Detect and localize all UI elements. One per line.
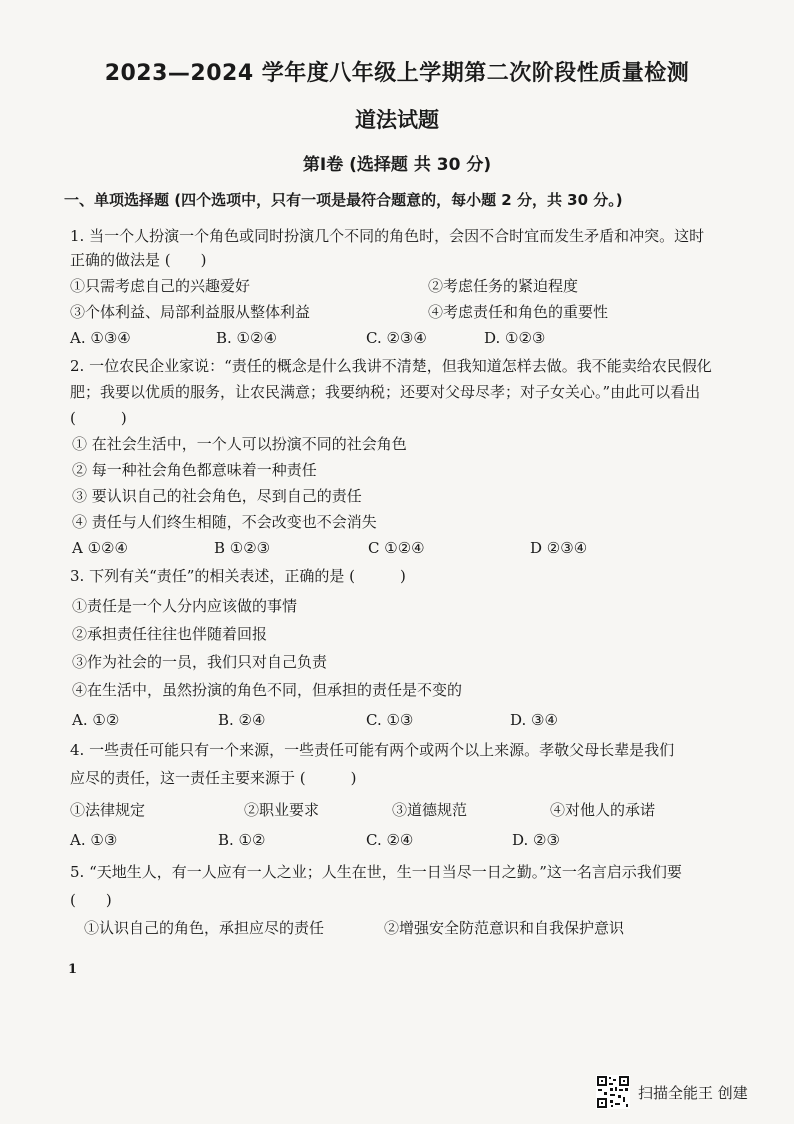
q3-choice-b: B. ②④	[218, 711, 266, 729]
watermark-text: 扫描全能王 创建	[638, 1083, 748, 1102]
exam-title: 2023—2024 学年度八年级上学期第二次阶段性质量检测	[104, 61, 690, 86]
q3-option-4: ④在生活中，虽然扮演的角色不同，但承担的责任是不变的	[72, 681, 463, 699]
q1-option-3: ③个体利益、局部利益服从整体利益	[70, 303, 311, 321]
q2-stem-line1: 2. 一位农民企业家说：“责任的概念是什么我讲不清楚，但我知道怎样去做。我不能卖给农民假化	[70, 357, 712, 375]
q4-option-3: ③道德规范	[392, 801, 468, 819]
q1-choice-b: B. ①②④	[216, 329, 277, 347]
q3-option-2: ②承担责任往往也伴随着回报	[72, 625, 268, 643]
q4-option-1: ①法律规定	[70, 801, 146, 819]
q3-option-1: ①责任是一个人分内应该做的事情	[72, 597, 298, 615]
q2-option-3: ③ 要认识自己的社会角色，尽到自己的责任	[72, 487, 362, 505]
q2-stem-line2: 肥；我要以优质的服务，让农民满意；我要纳税；还要对父母尽孝；对子女关心。”由此可以看出	[70, 383, 701, 401]
q2-option-2: ② 每一种社会角色都意味着一种责任	[72, 461, 317, 479]
q5-stem-line2: ( )	[70, 891, 112, 909]
q1-choice-d: D. ①②③	[484, 329, 546, 347]
q4-choice-a: A. ①③	[70, 831, 118, 849]
q4-option-2: ②职业要求	[244, 801, 320, 819]
q1-option-2: ②考虑任务的紧迫程度	[428, 277, 579, 295]
q4-option-4: ④对他人的承诺	[550, 801, 656, 819]
q2-choice-c: C ①②④	[368, 539, 425, 557]
q3-stem: 3. 下列有关“责任”的相关表述，正确的是 ( )	[70, 567, 406, 585]
q1-option-1: ①只需考虑自己的兴趣爱好	[70, 277, 251, 295]
q2-option-1: ① 在社会生活中，一个人可以扮演不同的社会角色	[72, 435, 407, 453]
qr-code-icon	[596, 1075, 630, 1109]
q3-choice-a: A. ①②	[72, 711, 120, 729]
q3-choice-d: D. ③④	[510, 711, 558, 729]
q2-choice-a: A ①②④	[72, 539, 128, 557]
q4-choice-b: B. ①②	[218, 831, 266, 849]
q1-stem-line2: 正确的做法是 ( )	[70, 251, 207, 269]
q1-choice-a: A. ①③④	[70, 329, 131, 347]
q3-choice-c: C. ①③	[366, 711, 414, 729]
q2-choice-d: D ②③④	[530, 539, 588, 557]
q5-option-2: ②增强安全防范意识和自我保护意识	[384, 919, 625, 937]
q2-stem-line3: ( )	[70, 409, 127, 427]
page-number: 1	[68, 962, 78, 977]
q4-stem-line1: 4. 一些责任可能只有一个来源，一些责任可能有两个或两个以上来源。孝敬父母长辈是我们	[70, 741, 675, 759]
q3-option-3: ③作为社会的一员，我们只对自己负责	[72, 653, 328, 671]
q5-stem-line1: 5. “天地生人，有一人应有一人之业；人生在世，生一日当尽一日之勤。”这一名言启示我们要	[70, 863, 682, 881]
q2-choice-b: B ①②③	[214, 539, 271, 557]
volume-heading: 第Ⅰ卷 (选择题 共 30 分)	[302, 155, 492, 175]
q2-option-4: ④ 责任与人们终生相随，不会改变也不会消失	[72, 513, 377, 531]
q1-option-4: ④考虑责任和角色的重要性	[428, 303, 609, 321]
q1-choice-c: C. ②③④	[366, 329, 427, 347]
q4-stem-line2: 应尽的责任，这一责任主要来源于 ( )	[70, 769, 357, 787]
section-heading: 一、单项选择题 (四个选项中，只有一项是最符合题意的，每小题 2 分，共 30 分。)	[64, 191, 623, 209]
scanner-watermark	[596, 1074, 748, 1110]
q4-choice-d: D. ②③	[512, 831, 560, 849]
exam-subject: 道法试题	[355, 108, 439, 132]
q4-choice-c: C. ②④	[366, 831, 414, 849]
q5-option-1: ①认识自己的角色，承担应尽的责任	[84, 919, 325, 937]
q1-stem-line1: 1. 当一个人扮演一个角色或同时扮演几个不同的角色时，会因不合时宜而发生矛盾和冲突。这时	[70, 227, 705, 245]
